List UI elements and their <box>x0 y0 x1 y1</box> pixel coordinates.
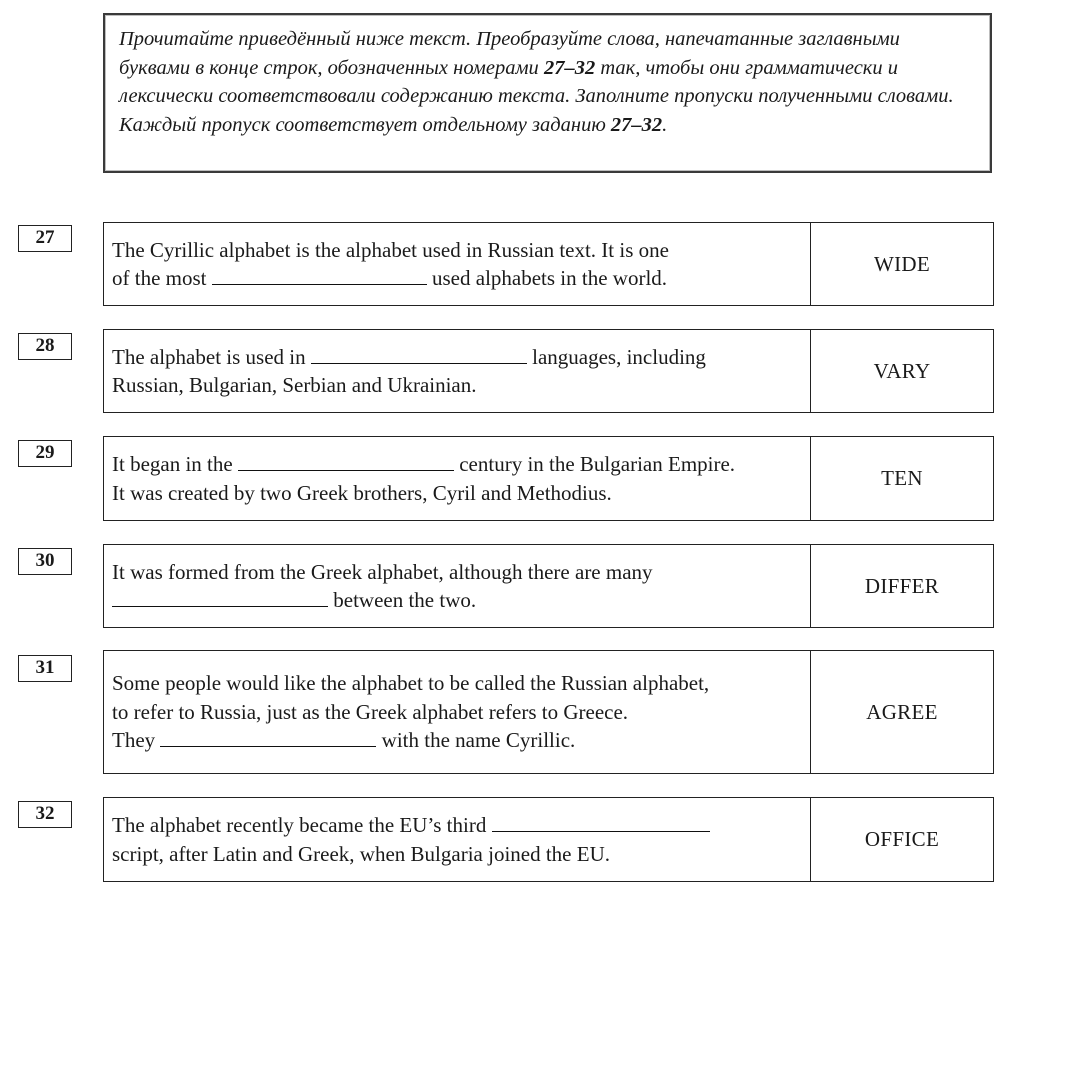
task-number-29: 29 <box>18 440 72 467</box>
sentence-line: to refer to Russia, just as the Greek alphabet refers to Greece. <box>112 699 629 724</box>
answer-blank[interactable] <box>212 268 427 285</box>
task-number-31: 31 <box>18 655 72 682</box>
task-31 <box>103 650 994 774</box>
task-28 <box>103 329 994 413</box>
sentence-line: It was created by two Greek brothers, Cyril and Methodius. <box>112 480 612 505</box>
instructions-text-end: . <box>662 113 668 136</box>
source-word: OFFICE <box>864 827 940 851</box>
instructions-text-cont: так, чтобы они грамматически и лексически соответствовали содержанию текста. Заполните пропуски полученными словами. Каждый пропуск соответствует отдельному заданию <box>119 56 954 136</box>
sentence-line: The alphabet is used in languages, including <box>112 344 706 369</box>
task-range: 27–32 <box>543 56 596 79</box>
task-number-27: 27 <box>18 225 72 252</box>
source-word: DIFFER <box>864 573 940 598</box>
sentence-line: Some people would like the alphabet to be called the Russian alphabet, <box>112 671 710 696</box>
instructions-text: Прочитайте приведённый ниже текст. Преобразуйте слова, напечатанные заглавными буквами в конце строк, обозначенных номерами <box>119 28 900 79</box>
sentence-line: They with the name Cyrillic. <box>112 728 576 753</box>
answer-blank[interactable] <box>160 730 376 747</box>
sentence-line: It began in the century in the Bulgarian Empire. <box>112 452 736 476</box>
task-sentence <box>104 798 811 881</box>
source-word: AGREE <box>866 699 938 724</box>
sentence-line: The Cyrillic alphabet is the alphabet used in Russian text. It is one <box>112 237 669 262</box>
sentence-line: between the two. <box>112 586 802 615</box>
sentence-line: It was formed from the Greek alphabet, although there are many <box>112 559 653 584</box>
task-29 <box>103 436 994 521</box>
task-sentence <box>104 545 811 627</box>
source-word: TEN <box>881 466 923 490</box>
sentence-line: The alphabet recently became the EU’s third <box>112 811 802 840</box>
source-word: WIDE <box>873 251 930 276</box>
answer-blank[interactable] <box>311 347 527 364</box>
sentence-line: of the most used alphabets in the world. <box>112 266 668 290</box>
answer-blank[interactable] <box>492 815 710 832</box>
answer-blank[interactable] <box>238 454 454 471</box>
task-number-32: 32 <box>18 801 72 828</box>
task-sentence <box>104 330 811 412</box>
instructions-box <box>103 13 992 173</box>
answer-blank[interactable] <box>112 590 328 607</box>
task-32 <box>103 797 994 882</box>
task-30 <box>103 544 994 628</box>
sentence-line: Russian, Bulgarian, Serbian and Ukrainian. <box>112 373 477 397</box>
task-number-30: 30 <box>18 548 72 575</box>
task-sentence <box>104 651 811 773</box>
task-number-28: 28 <box>18 333 72 360</box>
task-sentence <box>104 437 811 520</box>
task-27 <box>103 222 994 306</box>
task-range: 27–32 <box>610 113 663 136</box>
task-sentence <box>104 223 811 305</box>
source-word: VARY <box>873 358 931 383</box>
sentence-line: script, after Latin and Greek, when Bulgaria joined the EU. <box>112 841 610 866</box>
